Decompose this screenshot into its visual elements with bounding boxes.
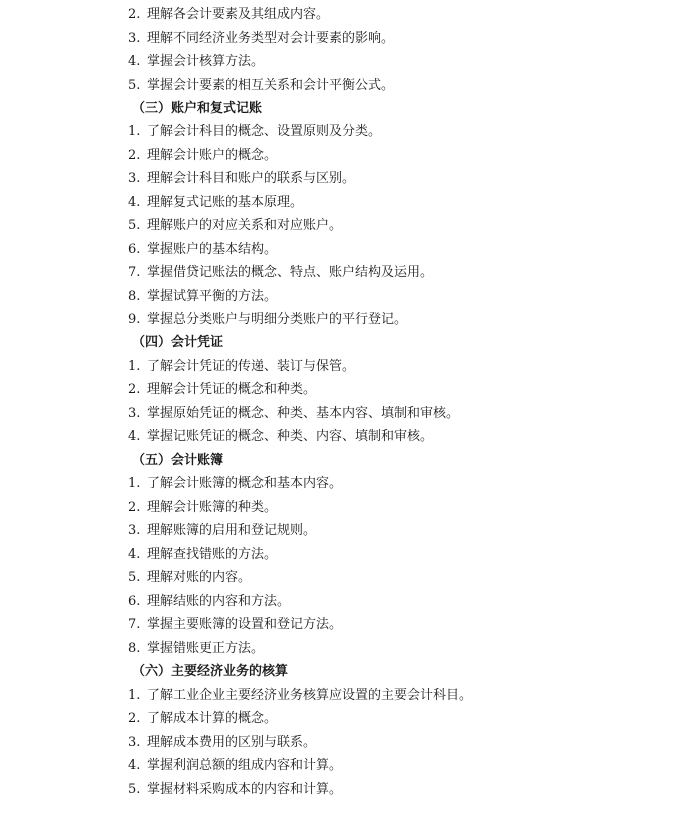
list-item bbox=[128, 429, 433, 445]
list-item bbox=[128, 570, 251, 586]
item-number: 6. bbox=[128, 594, 141, 609]
item-number: 4. bbox=[128, 758, 141, 773]
list-item bbox=[128, 688, 472, 704]
list-item bbox=[128, 54, 264, 70]
item-text: 掌握原始凭证的概念、种类、基本内容、填制和审核。 bbox=[147, 406, 460, 421]
list-item bbox=[128, 78, 394, 94]
item-number: 3. bbox=[128, 735, 141, 750]
list-item bbox=[128, 758, 342, 774]
list-item bbox=[128, 406, 459, 422]
section-heading-4: （四）会计凭证 bbox=[132, 335, 224, 350]
item-text: 理解复式记账的基本原理。 bbox=[147, 195, 304, 210]
item-number: 4. bbox=[128, 429, 141, 444]
list-item bbox=[128, 218, 342, 234]
item-text: 掌握会计要素的相互关系和会计平衡公式。 bbox=[147, 78, 395, 93]
list-item bbox=[128, 242, 277, 258]
item-number: 2. bbox=[128, 711, 141, 726]
item-number: 5. bbox=[128, 782, 141, 797]
item-text: 掌握账户的基本结构。 bbox=[147, 242, 278, 257]
item-number: 3. bbox=[128, 523, 141, 538]
item-number: 9. bbox=[128, 312, 141, 327]
item-text: 理解不同经济业务类型对会计要素的影响。 bbox=[147, 31, 395, 46]
item-number: 5. bbox=[128, 570, 141, 585]
item-text: 理解会计科目和账户的联系与区别。 bbox=[147, 171, 356, 186]
item-number: 7. bbox=[128, 617, 141, 632]
item-text: 理解对账的内容。 bbox=[147, 570, 252, 585]
section-heading-6: （六）主要经济业务的核算 bbox=[132, 664, 289, 679]
item-text: 理解账户的对应关系和对应账户。 bbox=[147, 218, 343, 233]
item-number: 3. bbox=[128, 171, 141, 186]
list-item bbox=[128, 547, 277, 563]
list-item bbox=[128, 359, 355, 375]
item-number: 3. bbox=[128, 406, 141, 421]
item-text: 了解会计科目的概念、设置原则及分类。 bbox=[147, 124, 382, 139]
item-number: 1. bbox=[128, 476, 141, 491]
item-number: 6. bbox=[128, 242, 141, 257]
list-item bbox=[128, 265, 433, 281]
list-item bbox=[128, 312, 407, 328]
item-number: 4. bbox=[128, 195, 141, 210]
list-item bbox=[128, 195, 303, 211]
item-number: 1. bbox=[128, 124, 141, 139]
item-text: 掌握错账更正方法。 bbox=[147, 641, 265, 656]
item-text: 理解会计账簿的种类。 bbox=[147, 500, 278, 515]
list-item bbox=[128, 523, 316, 539]
item-number: 7. bbox=[128, 265, 141, 280]
item-text: 了解工业企业主要经济业务核算应设置的主要会计科目。 bbox=[147, 688, 473, 703]
list-item bbox=[128, 31, 394, 47]
item-text: 掌握总分类账户与明细分类账户的平行登记。 bbox=[147, 312, 408, 327]
item-number: 1. bbox=[128, 688, 141, 703]
list-item bbox=[128, 171, 355, 187]
item-text: 掌握材料采购成本的内容和计算。 bbox=[147, 782, 343, 797]
item-number: 2. bbox=[128, 7, 141, 22]
item-text: 理解成本费用的区别与联系。 bbox=[147, 735, 317, 750]
list-item bbox=[128, 641, 264, 657]
item-number: 2. bbox=[128, 382, 141, 397]
list-item bbox=[128, 7, 329, 23]
item-number: 2. bbox=[128, 148, 141, 163]
item-number: 2. bbox=[128, 500, 141, 515]
item-text: 理解结账的内容和方法。 bbox=[147, 594, 291, 609]
item-text: 掌握利润总额的组成内容和计算。 bbox=[147, 758, 343, 773]
list-item bbox=[128, 735, 316, 751]
item-number: 4. bbox=[128, 54, 141, 69]
item-text: 了解会计凭证的传递、装订与保管。 bbox=[147, 359, 356, 374]
item-text: 掌握主要账簿的设置和登记方法。 bbox=[147, 617, 343, 632]
list-item bbox=[128, 782, 342, 798]
list-item bbox=[128, 711, 277, 727]
list-item bbox=[128, 148, 277, 164]
item-text: 理解会计凭证的概念和种类。 bbox=[147, 382, 317, 397]
section-heading-5: （五）会计账簿 bbox=[132, 453, 224, 468]
item-text: 掌握记账凭证的概念、种类、内容、填制和审核。 bbox=[147, 429, 434, 444]
item-text: 掌握借贷记账法的概念、特点、账户结构及运用。 bbox=[147, 265, 434, 280]
section-heading-3: （三）账户和复式记账 bbox=[132, 101, 263, 116]
item-text: 理解账簿的启用和登记规则。 bbox=[147, 523, 317, 538]
item-text: 理解查找错账的方法。 bbox=[147, 547, 278, 562]
item-number: 8. bbox=[128, 641, 141, 656]
list-item bbox=[128, 500, 277, 516]
item-text: 理解各会计要素及其组成内容。 bbox=[147, 7, 330, 22]
item-text: 理解会计账户的概念。 bbox=[147, 148, 278, 163]
item-number: 1. bbox=[128, 359, 141, 374]
item-number: 5. bbox=[128, 78, 141, 93]
item-number: 5. bbox=[128, 218, 141, 233]
item-text: 掌握会计核算方法。 bbox=[147, 54, 265, 69]
item-number: 8. bbox=[128, 289, 141, 304]
item-text: 了解会计账簿的概念和基本内容。 bbox=[147, 476, 343, 491]
item-text: 掌握试算平衡的方法。 bbox=[147, 289, 278, 304]
list-item bbox=[128, 289, 277, 305]
item-number: 4. bbox=[128, 547, 141, 562]
list-item bbox=[128, 594, 290, 610]
list-item bbox=[128, 476, 342, 492]
list-item bbox=[128, 617, 342, 633]
list-item bbox=[128, 124, 381, 140]
item-number: 3. bbox=[128, 31, 141, 46]
list-item bbox=[128, 382, 316, 398]
item-text: 了解成本计算的概念。 bbox=[147, 711, 278, 726]
